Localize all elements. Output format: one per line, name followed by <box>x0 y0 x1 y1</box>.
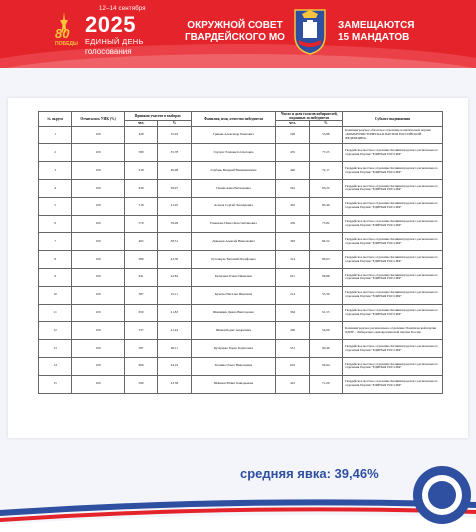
voting-label: голосования <box>85 47 132 56</box>
cell-votes-persons: 455 <box>276 144 309 162</box>
cell-votes-persons: 393 <box>276 233 309 251</box>
cell-votes-percent: 96,88 <box>309 268 342 286</box>
cell-district: 14 <box>39 357 72 375</box>
logo-number: 80 <box>55 26 70 41</box>
col-votes-persons: чел. <box>276 121 309 126</box>
cell-district: 13 <box>39 340 72 358</box>
cell-winner: Булычева Елена Ивановна <box>191 268 276 286</box>
coat-of-arms-icon <box>292 6 328 56</box>
cell-participated-persons: 590 <box>124 375 157 393</box>
table-row <box>39 144 443 162</box>
council-title <box>180 20 290 44</box>
cell-uik: 100 <box>72 162 125 180</box>
council-title-line1: ОКРУЖНОЙ СОВЕТ <box>187 20 283 31</box>
cell-district: 8 <box>39 251 72 269</box>
cell-participated-percent: 25,11 <box>158 286 191 304</box>
cell-district: 5 <box>39 197 72 215</box>
cell-participated-persons: 618 <box>124 162 157 180</box>
cell-votes-persons: 439 <box>276 215 309 233</box>
cell-participated-persons: 659 <box>124 304 157 322</box>
cell-district: 4 <box>39 180 72 198</box>
cell-participated-persons: 589 <box>124 144 157 162</box>
cell-uik: 100 <box>72 126 125 144</box>
cell-participated-percent: 39,97 <box>158 180 191 198</box>
cell-subject: Гвардейское местное отделение Калининградского регионального отделения Партии "ЕДИНАЯ РОССИЯ" <box>343 233 443 251</box>
cell-participated-persons: 389 <box>124 251 157 269</box>
table-row <box>39 322 443 340</box>
cell-subject: Гвардейское местное отделение Калининградского регионального отделения Партии "ЕДИНАЯ РОССИЯ" <box>343 357 443 375</box>
header-banner <box>0 0 476 68</box>
cell-uik: 100 <box>72 375 125 393</box>
cell-winner: Горбань Валерий Вениаминович <box>191 162 276 180</box>
footer-stripes <box>0 492 476 532</box>
cell-participated-percent: 44,19 <box>158 357 191 375</box>
cell-participated-persons: 636 <box>124 180 157 198</box>
cell-votes-percent: 80,03 <box>309 251 342 269</box>
council-title-line2: ГВАРДЕЙСКОГО МО <box>185 32 285 43</box>
table-row <box>39 233 443 251</box>
cell-participated-persons: 518 <box>124 197 157 215</box>
cell-subject: Гвардейское местное отделение Калининградского регионального отделения Партии "ЕДИНАЯ РОССИЯ" <box>343 304 443 322</box>
cell-votes-persons: 619 <box>276 357 309 375</box>
cell-uik: 100 <box>72 340 125 358</box>
cell-uik: 100 <box>72 322 125 340</box>
col-votes-percent: % <box>309 121 342 126</box>
table-row <box>39 162 443 180</box>
cell-votes-percent: 85,22 <box>309 180 342 198</box>
table-row <box>39 268 443 286</box>
cell-winner: Гартунг Елизавета Олеговна <box>191 144 276 162</box>
col-votes: Число и доля голосов избирателей, поданных за победителя <box>276 112 343 121</box>
cell-votes-persons: 364 <box>276 304 309 322</box>
cell-district: 3 <box>39 162 72 180</box>
cell-subject: Гвардейское местное отделение Калининградского регионального отделения Партии "ЕДИНАЯ РОССИЯ" <box>343 162 443 180</box>
table-row <box>39 286 443 304</box>
cell-participated-percent: 43,58 <box>158 375 191 393</box>
table-row <box>39 304 443 322</box>
col-district: № округа <box>39 112 72 127</box>
cell-subject: Гвардейское местное отделение Калининградского регионального отделения Партии "ЕДИНАЯ РОССИЯ" <box>343 268 443 286</box>
cell-participated-percent: 48,11 <box>158 340 191 358</box>
cell-votes-persons: 621 <box>276 268 309 286</box>
cell-winner: Давыдов Алексей Николаевич <box>191 233 276 251</box>
cell-participated-persons: 428 <box>124 126 157 144</box>
cell-votes-persons: 314 <box>276 251 309 269</box>
cell-district: 2 <box>39 144 72 162</box>
cell-subject: Гвардейское местное отделение Калининградского регионального отделения Партии "ЕДИНАЯ РОССИЯ" <box>343 375 443 393</box>
cell-uik: 100 <box>72 197 125 215</box>
cell-district: 7 <box>39 233 72 251</box>
col-participated: Приняли участие в выборах <box>124 112 191 121</box>
cell-uik: 100 <box>72 286 125 304</box>
cell-uik: 100 <box>72 268 125 286</box>
election-day-logo <box>55 6 165 64</box>
cell-participated-percent: 43,30 <box>158 251 191 269</box>
cell-subject: Гвардейское местное отделение Калининградского регионального отделения Партии "ЕДИНАЯ РОССИЯ" <box>343 180 443 198</box>
cell-winner: Асанов Сергей Леонидович <box>191 197 276 215</box>
cell-winner: Гешин Анна Витальевна <box>191 180 276 198</box>
cell-votes-persons: 542 <box>276 180 309 198</box>
cell-uik: 100 <box>72 144 125 162</box>
cell-votes-percent: 71,09 <box>309 375 342 393</box>
cell-subject: Гвардейское местное отделение Калининградского регионального отделения Партии "ЕДИНАЯ РОССИЯ" <box>343 215 443 233</box>
col-winner: Фамилия, имя, отчество победителя <box>191 112 276 127</box>
cell-subject: Калининградское областное отделение политической партии «КОММУНИСТИЧЕСКАЯ ПАРТИЯ РОССИЙСКОЙ ФЕДЕРАЦИИ» <box>343 126 443 144</box>
cell-votes-persons: 425 <box>276 375 309 393</box>
col-participated-percent: % <box>158 121 191 126</box>
cell-votes-percent: 72,17 <box>309 162 342 180</box>
cell-participated-persons: 465 <box>124 233 157 251</box>
cell-votes-percent: 84,52 <box>309 233 342 251</box>
results-sheet <box>8 98 468 438</box>
cell-uik: 100 <box>72 357 125 375</box>
col-uik: Отчиталось УИК (%) <box>72 112 125 127</box>
cell-votes-persons: 290 <box>276 322 309 340</box>
cell-winner: Шиницин Диана Викторовна <box>191 304 276 322</box>
cell-uik: 100 <box>72 215 125 233</box>
cell-participated-percent: 39,99 <box>158 215 191 233</box>
cell-votes-percent: 83,40 <box>309 197 342 215</box>
col-participated-persons: чел. <box>124 121 157 126</box>
average-turnout: средняя явка: 39,46% <box>240 466 379 481</box>
cell-subject: Гвардейское местное отделение Калининградского регионального отделения Партии "ЕДИНАЯ РОССИЯ" <box>343 251 443 269</box>
cell-subject: Гвардейское местное отделение Калининградского регионального отделения Партии "ЕДИНАЯ РОССИЯ" <box>343 197 443 215</box>
cell-participated-percent: 35,78 <box>158 144 191 162</box>
table-row <box>39 180 443 198</box>
cell-winner: Рутенкуль Виталий Иосифович <box>191 251 276 269</box>
cell-votes-persons: 531 <box>276 340 309 358</box>
cell-votes-percent: 90,46 <box>309 340 342 358</box>
cell-votes-persons: 228 <box>276 126 309 144</box>
cell-votes-persons: 446 <box>276 162 309 180</box>
mandates-title-line2: 15 МАНДАТОВ <box>338 32 410 43</box>
cell-district: 10 <box>39 286 72 304</box>
cell-votes-percent: 91,55 <box>309 304 342 322</box>
cell-votes-percent: 55,30 <box>309 286 342 304</box>
table-row <box>39 197 443 215</box>
cell-winner: Раманова Павел Константинович <box>191 215 276 233</box>
victory-80-logo <box>55 26 77 62</box>
table-row <box>39 357 443 375</box>
cell-participated-persons: 641 <box>124 268 157 286</box>
cell-participated-percent: 38,51 <box>158 233 191 251</box>
table-row <box>39 251 443 269</box>
cell-district: 1 <box>39 126 72 144</box>
mandates-title <box>338 20 448 44</box>
col-subject: Субъект выдвижения <box>343 112 443 127</box>
cell-participated-persons: 579 <box>124 215 157 233</box>
cell-subject: Гвардейское местное отделение Калининградского регионального отделения Партии "ЕДИНАЯ РОССИЯ" <box>343 286 443 304</box>
cell-district: 11 <box>39 304 72 322</box>
cell-participated-percent: 35,03 <box>158 126 191 144</box>
cell-participated-percent: 40,98 <box>158 162 191 180</box>
cell-participated-persons: 666 <box>124 357 157 375</box>
cell-participated-percent: 41,44 <box>158 322 191 340</box>
election-day-label: ЕДИНЫЙ ДЕНЬ <box>85 37 144 46</box>
table-row <box>39 375 443 393</box>
cell-uik: 100 <box>72 251 125 269</box>
election-year: 2025 <box>85 12 136 37</box>
cell-votes-percent: 92,94 <box>309 357 342 375</box>
cell-subject: Гвардейское местное отделение Калининградского регионального отделения Партии "ЕДИНАЯ РОССИЯ" <box>343 340 443 358</box>
cell-winner: Тюнина Ольга Николаевна <box>191 357 276 375</box>
cell-winner: Шевки Борис Андреевич <box>191 322 276 340</box>
cell-winner: Грикин Александр Павлович <box>191 126 276 144</box>
results-table <box>38 111 443 394</box>
logo-sub: ПОБЕДЫ <box>55 41 78 47</box>
cell-district: 12 <box>39 322 72 340</box>
cell-participated-percent: 42,82 <box>158 268 191 286</box>
emblem-core <box>428 481 456 509</box>
cell-votes-percent: 75,82 <box>309 215 342 233</box>
cell-district: 15 <box>39 375 72 393</box>
cell-votes-percent: 77,25 <box>309 144 342 162</box>
cell-uik: 100 <box>72 304 125 322</box>
cell-votes-percent: 54,00 <box>309 322 342 340</box>
cell-winner: Кузарекко Борис Борисович <box>191 340 276 358</box>
cell-uik: 100 <box>72 233 125 251</box>
cell-winner: Шашков Юлия Геннадьевна <box>191 375 276 393</box>
cell-participated-persons: 587 <box>124 340 157 358</box>
cell-uik: 100 <box>72 180 125 198</box>
cell-participated-percent: 41,05 <box>158 197 191 215</box>
cell-subject: Гвардейское местное отделение Калининградского регионального отделения Партии "ЕДИНАЯ РОССИЯ" <box>343 144 443 162</box>
election-dates: 12–14 сентября <box>99 6 146 12</box>
cell-district: 9 <box>39 268 72 286</box>
cell-subject: Калининградское региональное отделение Политической партии ЛДПР – Либерально-демократической партии России <box>343 322 443 340</box>
cell-participated-percent: 41,83 <box>158 304 191 322</box>
mandates-title-line1: ЗАМЕЩАЮТСЯ <box>338 20 415 31</box>
table-row <box>39 340 443 358</box>
table-row <box>39 126 443 144</box>
cell-district: 6 <box>39 215 72 233</box>
cell-votes-persons: 214 <box>276 286 309 304</box>
election-commission-emblem-icon <box>413 466 471 524</box>
table-row <box>39 215 443 233</box>
cell-participated-persons: 537 <box>124 322 157 340</box>
cell-winner: Кузетка Наталья Ивановна <box>191 286 276 304</box>
cell-votes-persons: 432 <box>276 197 309 215</box>
cell-participated-persons: 387 <box>124 286 157 304</box>
cell-votes-percent: 53,88 <box>309 126 342 144</box>
